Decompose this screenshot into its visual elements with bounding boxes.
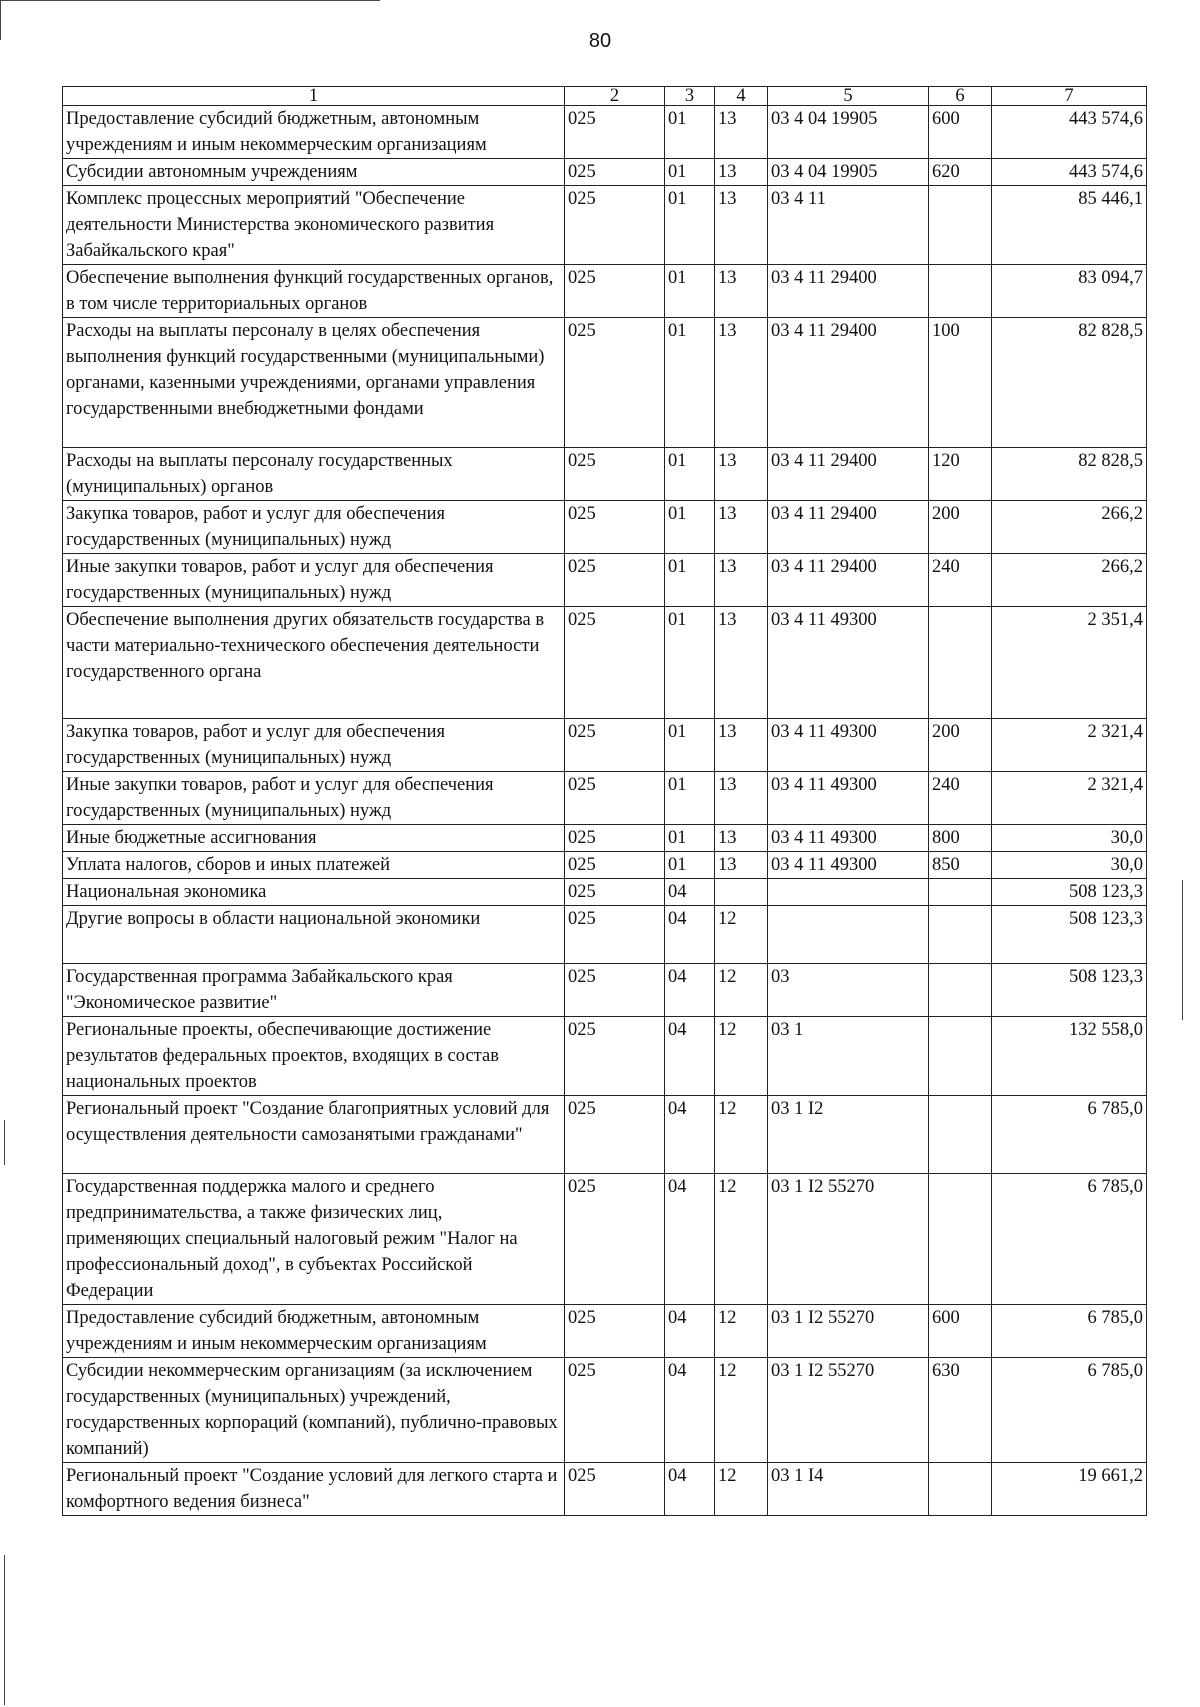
row-pr-code: 12	[715, 1174, 768, 1305]
row-sum: 82 828,5	[992, 448, 1147, 501]
row-pr-code: 12	[715, 1017, 768, 1096]
row-rz-code: 04	[665, 906, 715, 964]
row-csr-code: 03 4 11 29400	[768, 448, 929, 501]
table-row	[63, 772, 1147, 825]
row-rz-code: 01	[665, 448, 715, 501]
row-rz-code: 04	[665, 1463, 715, 1516]
row-sum: 2 351,4	[992, 607, 1147, 719]
row-rz-code: 01	[665, 501, 715, 554]
row-vr-code: 620	[929, 159, 992, 186]
row-gr-code: 025	[565, 825, 665, 852]
scan-edge-left-bottom	[4, 1555, 5, 1705]
table-row	[63, 159, 1147, 186]
table-row	[63, 501, 1147, 554]
table-row	[63, 554, 1147, 607]
table-row	[63, 1305, 1147, 1358]
row-csr-code: 03 4 11 49300	[768, 607, 929, 719]
row-pr-code: 13	[715, 265, 768, 318]
row-name: Субсидии некоммерческим организациям (за исключением государственных (муниципальных) учреждений, государственных корпораций (компаний), публично-правовых компаний)	[63, 1358, 565, 1463]
row-sum: 508 123,3	[992, 964, 1147, 1017]
row-sum: 508 123,3	[992, 879, 1147, 906]
row-name: Обеспечение выполнения функций государственных органов, в том числе территориальных органов	[63, 265, 565, 318]
row-vr-code: 240	[929, 554, 992, 607]
row-name: Закупка товаров, работ и услуг для обеспечения государственных (муниципальных) нужд	[63, 719, 565, 772]
row-name: Региональный проект "Создание благоприятных условий для осуществления деятельности самозанятыми гражданами"	[63, 1096, 565, 1174]
row-csr-code: 03 1	[768, 1017, 929, 1096]
row-pr-code: 13	[715, 448, 768, 501]
row-name: Государственная поддержка малого и среднего предпринимательства, а также физических лиц, применяющих специальный налоговый режим "Налог на профессиональный доход", в субъектах Российской Федерации	[63, 1174, 565, 1305]
row-name: Расходы на выплаты персоналу государственных (муниципальных) органов	[63, 448, 565, 501]
table-row	[63, 1096, 1147, 1174]
row-gr-code: 025	[565, 448, 665, 501]
row-csr-code: 03	[768, 964, 929, 1017]
row-pr-code: 13	[715, 106, 768, 159]
table-row	[63, 1017, 1147, 1096]
row-pr-code: 12	[715, 964, 768, 1017]
row-pr-code: 12	[715, 1305, 768, 1358]
header-col-4: 4	[715, 87, 768, 106]
row-vr-code: 600	[929, 106, 992, 159]
row-gr-code: 025	[565, 879, 665, 906]
row-sum: 508 123,3	[992, 906, 1147, 964]
row-csr-code: 03 4 04 19905	[768, 159, 929, 186]
row-rz-code: 01	[665, 852, 715, 879]
scan-edge-left	[0, 0, 1, 40]
row-vr-code: 200	[929, 501, 992, 554]
row-rz-code: 01	[665, 772, 715, 825]
row-sum: 266,2	[992, 554, 1147, 607]
row-csr-code: 03 4 11	[768, 186, 929, 265]
row-csr-code: 03 4 11 29400	[768, 501, 929, 554]
table-row	[63, 825, 1147, 852]
row-pr-code: 12	[715, 1463, 768, 1516]
row-sum: 85 446,1	[992, 186, 1147, 265]
row-vr-code: 120	[929, 448, 992, 501]
row-name: Обеспечение выполнения других обязательств государства в части материально-технического обеспечения деятельности государственного органа	[63, 607, 565, 719]
row-csr-code: 03 4 04 19905	[768, 106, 929, 159]
row-vr-code: 100	[929, 318, 992, 448]
row-gr-code: 025	[565, 852, 665, 879]
row-name: Предоставление субсидий бюджетным, автономным учреждениям и иным некоммерческим организациям	[63, 106, 565, 159]
row-name: Другие вопросы в области национальной экономики	[63, 906, 565, 964]
row-pr-code: 13	[715, 159, 768, 186]
row-name: Государственная программа Забайкальского края "Экономическое развитие"	[63, 964, 565, 1017]
row-sum: 82 828,5	[992, 318, 1147, 448]
table-row	[63, 448, 1147, 501]
row-name: Расходы на выплаты персоналу в целях обеспечения выполнения функций государственными (муниципальными) органами, казенными учреждениями, органами управления государственными внебюджетными фондами	[63, 318, 565, 448]
row-pr-code: 13	[715, 607, 768, 719]
row-name: Комплекс процессных мероприятий "Обеспечение деятельности Министерства экономического развития Забайкальского края"	[63, 186, 565, 265]
row-sum: 83 094,7	[992, 265, 1147, 318]
row-pr-code: 13	[715, 719, 768, 772]
header-row	[63, 87, 1147, 106]
row-gr-code: 025	[565, 159, 665, 186]
row-vr-code	[929, 1174, 992, 1305]
row-csr-code: 03 4 11 29400	[768, 265, 929, 318]
row-vr-code: 850	[929, 852, 992, 879]
row-vr-code	[929, 1017, 992, 1096]
header-col-3: 3	[665, 87, 715, 106]
row-pr-code: 13	[715, 825, 768, 852]
row-gr-code: 025	[565, 964, 665, 1017]
row-name: Региональный проект "Создание условий для легкого старта и комфортного ведения бизнеса"	[63, 1463, 565, 1516]
row-csr-code: 03 4 11 49300	[768, 772, 929, 825]
row-name: Субсидии автономным учреждениям	[63, 159, 565, 186]
row-name: Национальная экономика	[63, 879, 565, 906]
table-row	[63, 607, 1147, 719]
row-gr-code: 025	[565, 1174, 665, 1305]
row-csr-code: 03 1 I2 55270	[768, 1358, 929, 1463]
row-gr-code: 025	[565, 265, 665, 318]
row-name: Иные закупки товаров, работ и услуг для обеспечения государственных (муниципальных) нужд	[63, 554, 565, 607]
row-name: Региональные проекты, обеспечивающие достижение результатов федеральных проектов, входящих в состав национальных проектов	[63, 1017, 565, 1096]
row-gr-code: 025	[565, 1017, 665, 1096]
row-csr-code: 03 4 11 49300	[768, 852, 929, 879]
scan-edge-right	[1182, 880, 1183, 1020]
scan-edge-top	[0, 0, 380, 1]
row-name: Закупка товаров, работ и услуг для обеспечения государственных (муниципальных) нужд	[63, 501, 565, 554]
row-vr-code: 600	[929, 1305, 992, 1358]
header-col-6: 6	[929, 87, 992, 106]
table-row	[63, 879, 1147, 906]
header-col-5: 5	[768, 87, 929, 106]
scan-edge-left-lower	[4, 1120, 5, 1165]
row-vr-code	[929, 964, 992, 1017]
row-name: Иные бюджетные ассигнования	[63, 825, 565, 852]
row-rz-code: 04	[665, 964, 715, 1017]
table-row	[63, 106, 1147, 159]
row-sum: 2 321,4	[992, 719, 1147, 772]
row-gr-code: 025	[565, 1463, 665, 1516]
row-rz-code: 01	[665, 318, 715, 448]
table-row	[63, 852, 1147, 879]
row-gr-code: 025	[565, 318, 665, 448]
row-vr-code	[929, 879, 992, 906]
row-sum: 266,2	[992, 501, 1147, 554]
table-row	[63, 186, 1147, 265]
row-sum: 443 574,6	[992, 159, 1147, 186]
row-gr-code: 025	[565, 501, 665, 554]
budget-table	[62, 86, 1147, 1516]
row-gr-code: 025	[565, 554, 665, 607]
row-gr-code: 025	[565, 186, 665, 265]
row-vr-code	[929, 265, 992, 318]
row-name: Предоставление субсидий бюджетным, автономным учреждениям и иным некоммерческим организациям	[63, 1305, 565, 1358]
row-csr-code: 03 4 11 29400	[768, 318, 929, 448]
row-pr-code: 12	[715, 906, 768, 964]
row-rz-code: 01	[665, 607, 715, 719]
row-rz-code: 04	[665, 1305, 715, 1358]
row-rz-code: 01	[665, 265, 715, 318]
row-pr-code: 13	[715, 186, 768, 265]
row-sum: 2 321,4	[992, 772, 1147, 825]
row-gr-code: 025	[565, 607, 665, 719]
row-csr-code	[768, 906, 929, 964]
row-gr-code: 025	[565, 906, 665, 964]
row-rz-code: 01	[665, 554, 715, 607]
row-rz-code: 01	[665, 719, 715, 772]
row-csr-code: 03 4 11 29400	[768, 554, 929, 607]
row-rz-code: 04	[665, 1174, 715, 1305]
row-name: Иные закупки товаров, работ и услуг для обеспечения государственных (муниципальных) нужд	[63, 772, 565, 825]
row-sum: 30,0	[992, 852, 1147, 879]
row-rz-code: 01	[665, 159, 715, 186]
table-row	[63, 1463, 1147, 1516]
row-rz-code: 01	[665, 106, 715, 159]
row-vr-code: 200	[929, 719, 992, 772]
table-row	[63, 906, 1147, 964]
row-vr-code	[929, 186, 992, 265]
row-sum: 6 785,0	[992, 1358, 1147, 1463]
row-csr-code	[768, 879, 929, 906]
row-gr-code: 025	[565, 1305, 665, 1358]
row-rz-code: 04	[665, 1358, 715, 1463]
header-col-1: 1	[63, 87, 565, 106]
row-vr-code	[929, 906, 992, 964]
row-rz-code: 04	[665, 1096, 715, 1174]
row-csr-code: 03 1 I4	[768, 1463, 929, 1516]
row-sum: 132 558,0	[992, 1017, 1147, 1096]
row-gr-code: 025	[565, 719, 665, 772]
table-row	[63, 265, 1147, 318]
row-vr-code: 630	[929, 1358, 992, 1463]
row-pr-code: 12	[715, 1358, 768, 1463]
row-pr-code: 13	[715, 772, 768, 825]
table-row	[63, 318, 1147, 448]
header-col-2: 2	[565, 87, 665, 106]
row-name: Уплата налогов, сборов и иных платежей	[63, 852, 565, 879]
row-vr-code	[929, 607, 992, 719]
row-sum: 443 574,6	[992, 106, 1147, 159]
row-pr-code: 12	[715, 1096, 768, 1174]
row-rz-code: 01	[665, 186, 715, 265]
row-csr-code: 03 4 11 49300	[768, 719, 929, 772]
row-gr-code: 025	[565, 106, 665, 159]
row-pr-code	[715, 879, 768, 906]
row-vr-code	[929, 1463, 992, 1516]
page-number: 80	[588, 30, 612, 52]
row-gr-code: 025	[565, 1096, 665, 1174]
row-gr-code: 025	[565, 772, 665, 825]
row-rz-code: 04	[665, 879, 715, 906]
table-row	[63, 964, 1147, 1017]
row-sum: 6 785,0	[992, 1305, 1147, 1358]
row-vr-code: 240	[929, 772, 992, 825]
row-sum: 6 785,0	[992, 1174, 1147, 1305]
row-vr-code	[929, 1096, 992, 1174]
row-pr-code: 13	[715, 852, 768, 879]
row-sum: 30,0	[992, 825, 1147, 852]
row-csr-code: 03 4 11 49300	[768, 825, 929, 852]
row-rz-code: 01	[665, 825, 715, 852]
row-sum: 19 661,2	[992, 1463, 1147, 1516]
header-col-7: 7	[992, 87, 1147, 106]
table-row	[63, 1174, 1147, 1305]
row-vr-code: 800	[929, 825, 992, 852]
row-gr-code: 025	[565, 1358, 665, 1463]
row-csr-code: 03 1 I2 55270	[768, 1174, 929, 1305]
row-csr-code: 03 1 I2 55270	[768, 1305, 929, 1358]
row-pr-code: 13	[715, 318, 768, 448]
row-csr-code: 03 1 I2	[768, 1096, 929, 1174]
table-row	[63, 719, 1147, 772]
row-sum: 6 785,0	[992, 1096, 1147, 1174]
table-row	[63, 1358, 1147, 1463]
row-pr-code: 13	[715, 501, 768, 554]
row-pr-code: 13	[715, 554, 768, 607]
row-rz-code: 04	[665, 1017, 715, 1096]
